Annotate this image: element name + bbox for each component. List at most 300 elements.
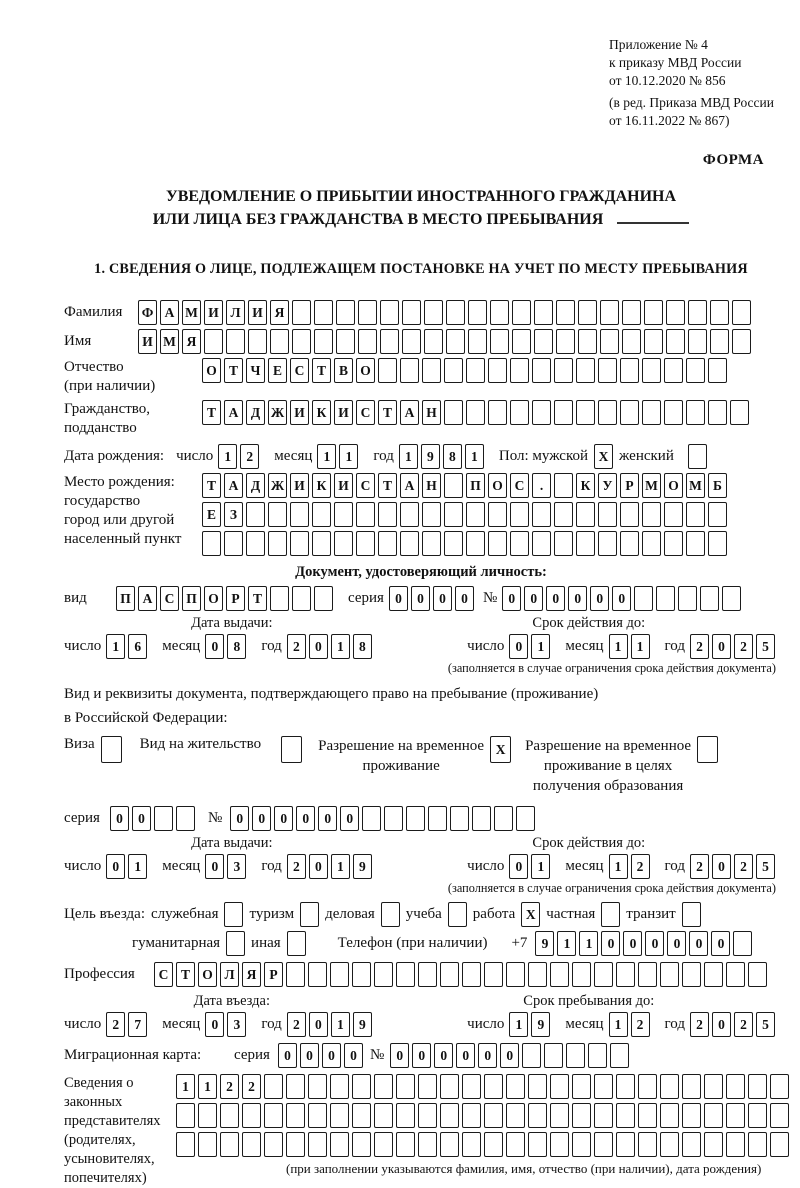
char-cell[interactable] (204, 329, 223, 354)
char-cell[interactable]: Я (270, 300, 289, 325)
char-cell[interactable] (710, 329, 729, 354)
stay-day-cells[interactable] (509, 1012, 553, 1037)
char-cell[interactable]: А (400, 473, 419, 498)
char-cell[interactable]: 0 (411, 586, 430, 611)
valid-month-cells[interactable] (609, 634, 653, 659)
char-cell[interactable] (374, 1074, 393, 1099)
char-cell[interactable] (424, 300, 443, 325)
char-cell[interactable]: 3 (227, 854, 246, 879)
char-cell[interactable] (644, 300, 663, 325)
char-cell[interactable]: И (334, 400, 353, 425)
char-cell[interactable] (664, 358, 683, 383)
char-cell[interactable] (620, 502, 639, 527)
char-cell[interactable] (732, 300, 751, 325)
citizenship-cells[interactable] (202, 400, 752, 425)
residence-issue-day-cells[interactable] (106, 854, 150, 879)
char-cell[interactable]: 0 (205, 634, 224, 659)
char-cell[interactable]: 3 (227, 1012, 246, 1037)
char-cell[interactable] (554, 502, 573, 527)
char-cell[interactable] (686, 531, 705, 556)
char-cell[interactable] (686, 502, 705, 527)
char-cell[interactable] (710, 300, 729, 325)
char-cell[interactable]: С (160, 586, 179, 611)
char-cell[interactable] (488, 400, 507, 425)
char-cell[interactable]: 0 (455, 586, 474, 611)
char-cell[interactable]: 1 (339, 444, 358, 469)
char-cell[interactable]: 0 (524, 586, 543, 611)
purpose-transit-checkbox[interactable] (682, 902, 701, 927)
char-cell[interactable]: Т (378, 473, 397, 498)
char-cell[interactable] (748, 962, 767, 987)
char-cell[interactable] (708, 400, 727, 425)
char-cell[interactable] (594, 1103, 613, 1128)
char-cell[interactable]: Р (620, 473, 639, 498)
char-cell[interactable]: 0 (205, 854, 224, 879)
char-cell[interactable] (402, 300, 421, 325)
char-cell[interactable] (556, 329, 575, 354)
char-cell[interactable]: 8 (227, 634, 246, 659)
char-cell[interactable] (334, 502, 353, 527)
char-cell[interactable]: 0 (296, 806, 315, 831)
char-cell[interactable] (550, 1074, 569, 1099)
char-cell[interactable] (378, 531, 397, 556)
char-cell[interactable]: Т (202, 400, 221, 425)
char-cell[interactable] (176, 1103, 195, 1128)
char-cell[interactable] (374, 1103, 393, 1128)
char-cell[interactable]: 0 (509, 634, 528, 659)
char-cell[interactable] (644, 329, 663, 354)
char-cell[interactable]: О (488, 473, 507, 498)
char-cell[interactable] (466, 531, 485, 556)
char-cell[interactable]: И (290, 473, 309, 498)
char-cell[interactable]: Т (378, 400, 397, 425)
char-cell[interactable]: 2 (242, 1074, 261, 1099)
char-cell[interactable]: 1 (176, 1074, 195, 1099)
doc-type-cells[interactable] (116, 586, 336, 611)
migration-series-cells[interactable] (278, 1043, 366, 1068)
char-cell[interactable] (594, 1074, 613, 1099)
char-cell[interactable] (620, 358, 639, 383)
char-cell[interactable] (358, 329, 377, 354)
char-cell[interactable] (512, 300, 531, 325)
char-cell[interactable]: 0 (645, 931, 664, 956)
issue-year-cells[interactable] (287, 634, 375, 659)
char-cell[interactable]: Ж (268, 400, 287, 425)
char-cell[interactable]: 9 (531, 1012, 550, 1037)
entry-day-cells[interactable] (106, 1012, 150, 1037)
char-cell[interactable] (600, 329, 619, 354)
visa-checkbox[interactable] (101, 736, 122, 763)
char-cell[interactable] (554, 358, 573, 383)
char-cell[interactable] (704, 1103, 723, 1128)
char-cell[interactable] (532, 358, 551, 383)
char-cell[interactable]: 0 (322, 1043, 341, 1068)
char-cell[interactable] (226, 329, 245, 354)
char-cell[interactable] (554, 473, 573, 498)
char-cell[interactable]: А (160, 300, 179, 325)
valid-day-cells[interactable] (509, 634, 553, 659)
char-cell[interactable] (576, 400, 595, 425)
char-cell[interactable]: Е (268, 358, 287, 383)
char-cell[interactable]: 1 (609, 634, 628, 659)
char-cell[interactable] (642, 502, 661, 527)
char-cell[interactable] (428, 806, 447, 831)
char-cell[interactable] (270, 329, 289, 354)
char-cell[interactable] (466, 358, 485, 383)
char-cell[interactable]: 2 (690, 634, 709, 659)
char-cell[interactable]: 0 (667, 931, 686, 956)
char-cell[interactable] (384, 806, 403, 831)
char-cell[interactable] (330, 1103, 349, 1128)
char-cell[interactable] (246, 502, 265, 527)
char-cell[interactable] (572, 1103, 591, 1128)
stay-year-cells[interactable] (690, 1012, 778, 1037)
char-cell[interactable] (532, 502, 551, 527)
char-cell[interactable]: Я (242, 962, 261, 987)
char-cell[interactable] (356, 502, 375, 527)
char-cell[interactable]: . (532, 473, 551, 498)
char-cell[interactable] (176, 806, 195, 831)
char-cell[interactable]: 2 (690, 1012, 709, 1037)
char-cell[interactable]: Т (224, 358, 243, 383)
char-cell[interactable]: 1 (609, 1012, 628, 1037)
char-cell[interactable] (638, 962, 657, 987)
char-cell[interactable] (598, 358, 617, 383)
char-cell[interactable] (528, 1074, 547, 1099)
char-cell[interactable]: 5 (756, 634, 775, 659)
char-cell[interactable] (440, 1074, 459, 1099)
char-cell[interactable] (358, 300, 377, 325)
char-cell[interactable] (308, 1132, 327, 1157)
char-cell[interactable]: 9 (353, 1012, 372, 1037)
char-cell[interactable] (440, 1103, 459, 1128)
char-cell[interactable] (396, 1132, 415, 1157)
char-cell[interactable] (660, 962, 679, 987)
char-cell[interactable]: О (198, 962, 217, 987)
char-cell[interactable] (688, 300, 707, 325)
char-cell[interactable] (264, 1132, 283, 1157)
char-cell[interactable] (512, 329, 531, 354)
char-cell[interactable]: П (466, 473, 485, 498)
char-cell[interactable]: 1 (331, 1012, 350, 1037)
char-cell[interactable]: Н (422, 473, 441, 498)
char-cell[interactable] (550, 1132, 569, 1157)
char-cell[interactable]: Р (226, 586, 245, 611)
char-cell[interactable]: Ж (268, 473, 287, 498)
birthplace-cells-row2[interactable] (202, 502, 730, 527)
char-cell[interactable] (396, 962, 415, 987)
char-cell[interactable] (396, 1103, 415, 1128)
char-cell[interactable] (528, 1132, 547, 1157)
char-cell[interactable] (686, 400, 705, 425)
char-cell[interactable]: Т (202, 473, 221, 498)
char-cell[interactable] (576, 502, 595, 527)
char-cell[interactable]: 2 (287, 854, 306, 879)
char-cell[interactable] (290, 531, 309, 556)
char-cell[interactable] (380, 329, 399, 354)
char-cell[interactable] (286, 1103, 305, 1128)
migration-number-cells[interactable] (390, 1043, 632, 1068)
char-cell[interactable] (176, 1132, 195, 1157)
char-cell[interactable] (616, 1103, 635, 1128)
char-cell[interactable]: 2 (734, 854, 753, 879)
char-cell[interactable] (748, 1103, 767, 1128)
char-cell[interactable]: П (116, 586, 135, 611)
char-cell[interactable] (314, 329, 333, 354)
char-cell[interactable] (550, 1103, 569, 1128)
rvp-checkbox[interactable]: X (490, 736, 511, 763)
char-cell[interactable]: 1 (509, 1012, 528, 1037)
char-cell[interactable] (488, 531, 507, 556)
char-cell[interactable]: Д (246, 400, 265, 425)
purpose-business-checkbox[interactable] (224, 902, 243, 927)
char-cell[interactable]: С (356, 400, 375, 425)
char-cell[interactable] (308, 1074, 327, 1099)
char-cell[interactable]: В (334, 358, 353, 383)
char-cell[interactable] (396, 1074, 415, 1099)
char-cell[interactable]: С (290, 358, 309, 383)
char-cell[interactable] (578, 329, 597, 354)
char-cell[interactable] (308, 962, 327, 987)
char-cell[interactable]: О (202, 358, 221, 383)
char-cell[interactable] (444, 400, 463, 425)
char-cell[interactable]: 1 (557, 931, 576, 956)
char-cell[interactable] (450, 806, 469, 831)
char-cell[interactable]: 0 (252, 806, 271, 831)
char-cell[interactable] (422, 502, 441, 527)
char-cell[interactable] (154, 806, 173, 831)
char-cell[interactable] (656, 586, 675, 611)
residence-number-cells[interactable] (230, 806, 538, 831)
char-cell[interactable]: 2 (287, 1012, 306, 1037)
char-cell[interactable]: 0 (478, 1043, 497, 1068)
char-cell[interactable] (576, 358, 595, 383)
valid-year-cells[interactable] (690, 634, 778, 659)
char-cell[interactable] (466, 400, 485, 425)
char-cell[interactable]: 1 (198, 1074, 217, 1099)
char-cell[interactable]: 0 (546, 586, 565, 611)
char-cell[interactable]: 5 (756, 1012, 775, 1037)
char-cell[interactable] (352, 1132, 371, 1157)
char-cell[interactable]: 1 (399, 444, 418, 469)
char-cell[interactable]: 2 (287, 634, 306, 659)
char-cell[interactable] (490, 329, 509, 354)
char-cell[interactable]: 2 (631, 854, 650, 879)
char-cell[interactable] (770, 1132, 789, 1157)
char-cell[interactable] (264, 1103, 283, 1128)
char-cell[interactable] (352, 1103, 371, 1128)
char-cell[interactable]: С (154, 962, 173, 987)
char-cell[interactable] (312, 531, 331, 556)
char-cell[interactable] (708, 502, 727, 527)
char-cell[interactable]: 9 (421, 444, 440, 469)
purpose-work-checkbox[interactable]: X (521, 902, 540, 927)
char-cell[interactable] (418, 1132, 437, 1157)
char-cell[interactable] (544, 1043, 563, 1068)
char-cell[interactable]: О (356, 358, 375, 383)
char-cell[interactable] (330, 1132, 349, 1157)
char-cell[interactable] (678, 586, 697, 611)
char-cell[interactable] (224, 531, 243, 556)
char-cell[interactable] (610, 1043, 629, 1068)
char-cell[interactable]: М (642, 473, 661, 498)
char-cell[interactable]: 0 (509, 854, 528, 879)
char-cell[interactable]: Ф (138, 300, 157, 325)
char-cell[interactable] (726, 962, 745, 987)
representatives-cells-row2[interactable] (176, 1103, 792, 1128)
char-cell[interactable] (466, 502, 485, 527)
char-cell[interactable] (268, 502, 287, 527)
doc-number-cells[interactable] (502, 586, 744, 611)
char-cell[interactable] (528, 1103, 547, 1128)
char-cell[interactable]: 1 (317, 444, 336, 469)
char-cell[interactable]: 0 (309, 634, 328, 659)
char-cell[interactable] (554, 400, 573, 425)
char-cell[interactable]: 2 (106, 1012, 125, 1037)
char-cell[interactable] (468, 300, 487, 325)
char-cell[interactable] (446, 300, 465, 325)
birthdate-year-cells[interactable] (399, 444, 487, 469)
char-cell[interactable] (400, 502, 419, 527)
char-cell[interactable] (660, 1103, 679, 1128)
residence-issue-month-cells[interactable] (205, 854, 249, 879)
char-cell[interactable] (532, 400, 551, 425)
char-cell[interactable]: 1 (531, 854, 550, 879)
char-cell[interactable] (334, 531, 353, 556)
char-cell[interactable] (418, 1074, 437, 1099)
char-cell[interactable]: 0 (344, 1043, 363, 1068)
char-cell[interactable] (528, 962, 547, 987)
char-cell[interactable]: 0 (132, 806, 151, 831)
char-cell[interactable] (446, 329, 465, 354)
char-cell[interactable]: 1 (531, 634, 550, 659)
char-cell[interactable] (468, 329, 487, 354)
char-cell[interactable] (484, 1132, 503, 1157)
char-cell[interactable] (308, 1103, 327, 1128)
patronymic-cells[interactable] (202, 358, 730, 383)
char-cell[interactable] (406, 806, 425, 831)
char-cell[interactable] (733, 931, 752, 956)
residence-valid-year-cells[interactable] (690, 854, 778, 879)
char-cell[interactable]: А (138, 586, 157, 611)
char-cell[interactable]: Т (248, 586, 267, 611)
purpose-study-checkbox[interactable] (448, 902, 467, 927)
entry-month-cells[interactable] (205, 1012, 249, 1037)
char-cell[interactable]: 0 (500, 1043, 519, 1068)
char-cell[interactable] (264, 1074, 283, 1099)
char-cell[interactable] (444, 502, 463, 527)
char-cell[interactable] (642, 358, 661, 383)
char-cell[interactable] (444, 531, 463, 556)
char-cell[interactable]: К (576, 473, 595, 498)
char-cell[interactable]: 6 (128, 634, 147, 659)
char-cell[interactable]: М (160, 329, 179, 354)
char-cell[interactable] (704, 1074, 723, 1099)
char-cell[interactable]: М (686, 473, 705, 498)
char-cell[interactable] (352, 1074, 371, 1099)
char-cell[interactable]: 0 (106, 854, 125, 879)
char-cell[interactable] (314, 300, 333, 325)
char-cell[interactable]: И (138, 329, 157, 354)
char-cell[interactable] (422, 531, 441, 556)
sex-male-checkbox[interactable]: X (594, 444, 613, 469)
surname-cells[interactable] (138, 300, 754, 325)
char-cell[interactable] (770, 1103, 789, 1128)
char-cell[interactable]: 0 (712, 854, 731, 879)
purpose-commercial-checkbox[interactable] (381, 902, 400, 927)
char-cell[interactable] (292, 586, 311, 611)
char-cell[interactable] (248, 329, 267, 354)
char-cell[interactable] (522, 1043, 541, 1068)
char-cell[interactable]: 2 (734, 1012, 753, 1037)
char-cell[interactable]: 2 (631, 1012, 650, 1037)
char-cell[interactable] (362, 806, 381, 831)
char-cell[interactable] (488, 358, 507, 383)
char-cell[interactable] (700, 586, 719, 611)
char-cell[interactable] (292, 300, 311, 325)
char-cell[interactable]: 0 (568, 586, 587, 611)
char-cell[interactable]: 0 (230, 806, 249, 831)
char-cell[interactable] (642, 400, 661, 425)
char-cell[interactable] (290, 502, 309, 527)
char-cell[interactable]: 0 (712, 1012, 731, 1037)
char-cell[interactable]: И (204, 300, 223, 325)
char-cell[interactable]: С (510, 473, 529, 498)
char-cell[interactable] (510, 400, 529, 425)
char-cell[interactable]: 0 (205, 1012, 224, 1037)
char-cell[interactable] (422, 358, 441, 383)
char-cell[interactable] (550, 962, 569, 987)
char-cell[interactable] (462, 1132, 481, 1157)
char-cell[interactable] (638, 1074, 657, 1099)
char-cell[interactable]: 0 (309, 854, 328, 879)
char-cell[interactable] (682, 1132, 701, 1157)
char-cell[interactable]: 2 (690, 854, 709, 879)
char-cell[interactable]: И (248, 300, 267, 325)
char-cell[interactable]: Д (246, 473, 265, 498)
char-cell[interactable] (270, 586, 289, 611)
char-cell[interactable] (534, 329, 553, 354)
sex-female-checkbox[interactable] (688, 444, 707, 469)
char-cell[interactable] (534, 300, 553, 325)
char-cell[interactable]: 1 (631, 634, 650, 659)
char-cell[interactable]: М (182, 300, 201, 325)
char-cell[interactable] (638, 1132, 657, 1157)
char-cell[interactable] (374, 962, 393, 987)
char-cell[interactable]: Ч (246, 358, 265, 383)
purpose-other-checkbox[interactable] (287, 931, 306, 956)
char-cell[interactable] (490, 300, 509, 325)
char-cell[interactable] (598, 400, 617, 425)
char-cell[interactable]: 1 (609, 854, 628, 879)
birthdate-day-cells[interactable] (218, 444, 262, 469)
char-cell[interactable]: 0 (433, 586, 452, 611)
char-cell[interactable] (352, 962, 371, 987)
char-cell[interactable] (666, 300, 685, 325)
char-cell[interactable] (566, 1043, 585, 1068)
char-cell[interactable] (242, 1103, 261, 1128)
char-cell[interactable]: 9 (353, 854, 372, 879)
char-cell[interactable] (510, 531, 529, 556)
char-cell[interactable]: А (400, 400, 419, 425)
char-cell[interactable] (732, 329, 751, 354)
char-cell[interactable] (660, 1132, 679, 1157)
char-cell[interactable] (664, 531, 683, 556)
char-cell[interactable] (726, 1103, 745, 1128)
char-cell[interactable] (506, 1103, 525, 1128)
char-cell[interactable]: 1 (331, 634, 350, 659)
char-cell[interactable]: 1 (218, 444, 237, 469)
